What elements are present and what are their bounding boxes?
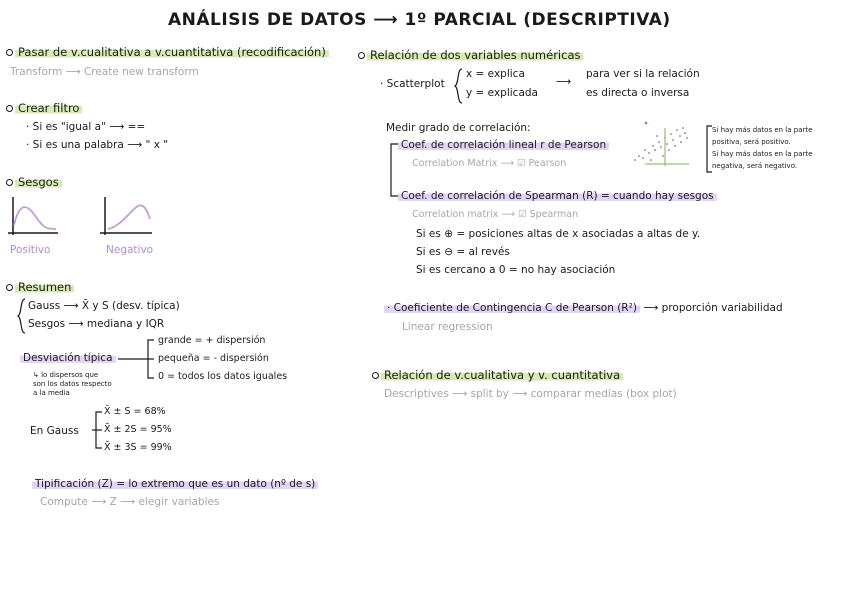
resumen-line1: Gauss ⟶ X̄ y S (desv. típica) (28, 300, 180, 312)
desv-grande: grande = + dispersión (158, 335, 266, 346)
bullet-icon (6, 105, 13, 112)
spearman-s2: Si es ⊖ = al revés (416, 246, 510, 258)
crear-line1: · Si es "igual a" ⟶ == (26, 121, 146, 133)
pearson-note1: Si hay más datos en la parte (712, 126, 813, 134)
gauss-95: X̄ ± 2S = 95% (104, 424, 172, 435)
medir-heading: Medir grado de correlación: (386, 122, 531, 134)
bullet-icon (6, 179, 13, 186)
desv-note2: son los datos respecto (33, 380, 112, 388)
spearman-s1: Si es ⊕ = posiciones altas de x asociadas a altas de y. (416, 228, 701, 240)
pasar-heading-text: Pasar de v.cualitativa a v.cuantitativa (recodificación) (15, 45, 329, 59)
bullet-icon (372, 372, 379, 379)
pearson-label (398, 139, 609, 151)
section-crear-heading (6, 101, 82, 115)
bullet-icon (6, 49, 13, 56)
relcual-heading-text: Relación de v.cualitativa y v. cuantitativa (381, 368, 623, 382)
brace-icon (454, 68, 464, 104)
relnum-heading-text: Relación de dos variables numéricas (367, 48, 583, 62)
section-relcual-heading (372, 368, 623, 382)
desv-note1: ↳ lo dispersos que (33, 371, 99, 379)
contingencia-gray: Linear regression (402, 321, 493, 333)
tipificacion-heading (32, 478, 318, 490)
crear-heading-text: Crear filtro (15, 101, 82, 115)
tipificacion-gray: Compute ⟶ Z ⟶ elegir variables (40, 496, 220, 508)
section-sesgos-heading (6, 175, 62, 189)
resumen-line2: Sesgos ⟶ mediana y IQR (28, 318, 165, 330)
contingencia-heading-text: · Coeficiente de Contingencia C de Pearson (R²) (384, 302, 640, 314)
spearman-gray: Correlation matrix ⟶ ☑ Spearman (412, 209, 579, 220)
desv-label (20, 352, 116, 364)
arrow-icon: ⟶ (556, 76, 572, 88)
resumen-heading-text: Resumen (15, 280, 74, 294)
contingencia-tail: ⟶ proporción variabilidad (643, 302, 783, 314)
pearson-label-text: Coef. de correlación lineal r de Pearson (398, 139, 609, 151)
pearson-note3: Si hay más datos en la parte (712, 150, 813, 158)
gauss-99: X̄ ± 3S = 99% (104, 442, 172, 453)
skew-positive-icon (8, 195, 68, 240)
scatterplot-label: · Scatterplot (380, 78, 445, 90)
scatter-x: x = explica (466, 68, 525, 80)
skew-negative-label: Negativo (106, 244, 154, 256)
desv-pequena: pequeña = - dispersión (158, 353, 269, 364)
section-pasar-heading (6, 45, 329, 59)
tipificacion-heading-text: Tipificación (Z) = lo extremo que es un dato (nº de s) (32, 478, 318, 490)
bullet-icon (358, 52, 365, 59)
desv-note3: a la media (33, 389, 70, 397)
spearman-label (398, 190, 717, 202)
gauss-bracket-lines (92, 408, 104, 452)
pearson-note4: negativa, será negativo. (712, 162, 798, 170)
pasar-gray: Transform ⟶ Create new transform (10, 66, 199, 78)
relcual-gray: Descriptives ⟶ split by ⟶ comparar medias (box plot) (384, 388, 677, 400)
bullet-icon (6, 284, 13, 291)
en-gauss-label: En Gauss (30, 425, 79, 437)
scatter-para2: es directa o inversa (586, 87, 690, 99)
scatter-dots-icon (625, 120, 695, 170)
sesgos-heading-text: Sesgos (15, 175, 62, 189)
desv-cero: 0 = todos los datos iguales (158, 371, 288, 382)
pearson-note2: positiva, será positivo. (712, 138, 791, 146)
crear-line2: · Si es una palabra ⟶ " x " (26, 139, 169, 151)
desv-label-text: Desviación típica (20, 352, 116, 364)
gauss-68: X̄ ± S = 68% (104, 406, 166, 417)
section-relnum-heading (358, 48, 583, 62)
page-title: ANÁLISIS DE DATOS ⟶ 1º PARCIAL (DESCRIPTIVA) (168, 10, 671, 30)
scatter-y: y = explicada (466, 87, 538, 99)
desv-branch-lines (118, 336, 158, 386)
spearman-s3: Si es cercano a 0 = no hay asociación (416, 264, 616, 276)
scatter-para1: para ver si la relación (586, 68, 700, 80)
pearson-gray: Correlation Matrix ⟶ ☑ Pearson (412, 158, 567, 169)
contingencia-line (384, 302, 783, 314)
skew-negative-icon (100, 195, 160, 240)
spearman-label-text: Coef. de correlación de Spearman (R) = cuando hay sesgos (398, 190, 717, 202)
section-resumen-heading (6, 280, 74, 294)
brace-icon (17, 298, 27, 334)
skew-positive-label: Positivo (10, 244, 51, 256)
